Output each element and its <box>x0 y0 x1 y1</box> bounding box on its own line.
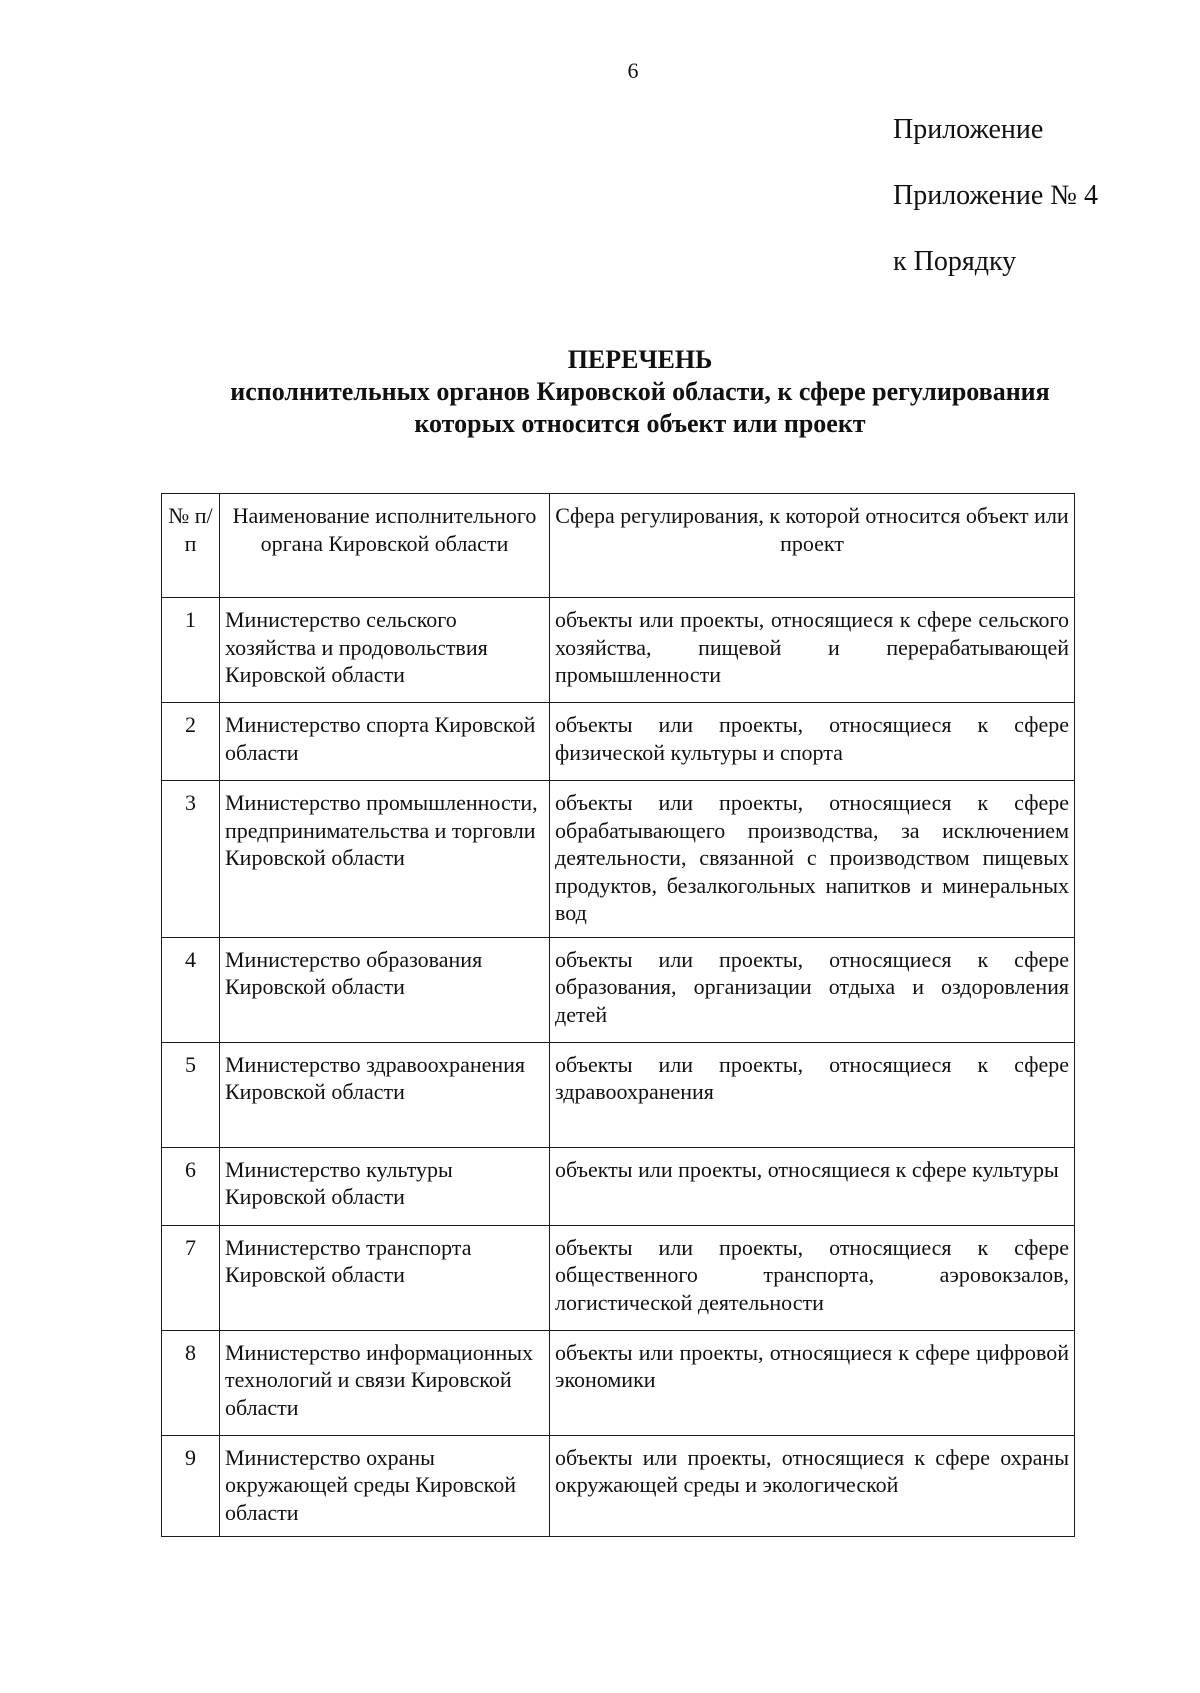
row-number: 7 <box>162 1225 220 1330</box>
row-number: 8 <box>162 1330 220 1435</box>
appendix-number: Приложение № 4 <box>893 180 1098 211</box>
title-line-3: которых относится объект или проект <box>414 409 866 438</box>
regulation-area: объекты или проекты, относящиеся к сфере культуры <box>550 1147 1075 1225</box>
authority-name: Министерство транспорта Кировской области <box>220 1225 550 1330</box>
table-header-row <box>162 494 1075 598</box>
authority-name: Министерство охраны окружающей среды Кировской области <box>220 1435 550 1537</box>
header-regulation-area: Сфера регулирования, к которой относится объект или проект <box>550 494 1075 598</box>
regulation-area: объекты или проекты, относящиеся к сфере общественного транспорта, аэровокзалов, логистической деятельности <box>550 1225 1075 1330</box>
row-number: 3 <box>162 781 220 938</box>
header-number: № п/п <box>162 494 220 598</box>
regulation-area: объекты или проекты, относящиеся к сфере сельского хозяйства, пищевой и перерабатывающей промышленности <box>550 598 1075 703</box>
table-row <box>162 1042 1075 1147</box>
authority-name: Министерство здравоохранения Кировской области <box>220 1042 550 1147</box>
authority-name: Министерство информационных технологий и связи Кировской области <box>220 1330 550 1435</box>
row-number: 6 <box>162 1147 220 1225</box>
table-row <box>162 703 1075 781</box>
regulation-area: объекты или проекты, относящиеся к сфере цифровой экономики <box>550 1330 1075 1435</box>
regulation-area: объекты или проекты, относящиеся к сфере физической культуры и спорта <box>550 703 1075 781</box>
table-row <box>162 1147 1075 1225</box>
appendix-reference: к Порядку <box>893 246 1017 277</box>
appendix-label: Приложение <box>893 114 1044 145</box>
authority-name: Министерство спорта Кировской области <box>220 703 550 781</box>
table-row <box>162 937 1075 1042</box>
authority-name: Министерство образования Кировской области <box>220 937 550 1042</box>
regulation-area: объекты или проекты, относящиеся к сфере охраны окружающей среды и экологической <box>550 1435 1075 1537</box>
table-row <box>162 1435 1075 1537</box>
row-number: 2 <box>162 703 220 781</box>
table-row <box>162 781 1075 938</box>
page-number: 6 <box>627 58 639 83</box>
title-heading: ПЕРЕЧЕНЬ <box>567 345 713 374</box>
table-row <box>162 1225 1075 1330</box>
title-line-2: исполнительных органов Кировской области, к сфере регулирования <box>230 377 1050 406</box>
row-number: 1 <box>162 598 220 703</box>
row-number: 5 <box>162 1042 220 1147</box>
header-authority-name: Наименование исполнительного органа Кировской области <box>220 494 550 598</box>
regulation-area: объекты или проекты, относящиеся к сфере здравоохранения <box>550 1042 1075 1147</box>
document-title <box>140 344 1140 440</box>
row-number: 4 <box>162 937 220 1042</box>
regulation-area: объекты или проекты, относящиеся к сфере образования, организации отдыха и оздоровления детей <box>550 937 1075 1042</box>
table-row <box>162 598 1075 703</box>
row-number: 9 <box>162 1435 220 1537</box>
authority-name: Министерство промышленности, предпринимательства и торговли Кировской области <box>220 781 550 938</box>
regulation-area: объекты или проекты, относящиеся к сфере обрабатывающего производства, за исключением деятельности, связанной с производством пищевых продуктов, безалкогольных напитков и минеральных вод <box>550 781 1075 938</box>
table-row <box>162 1330 1075 1435</box>
authorities-table <box>161 493 1075 1537</box>
authority-name: Министерство сельского хозяйства и продовольствия Кировской области <box>220 598 550 703</box>
authority-name: Министерство культуры Кировской области <box>220 1147 550 1225</box>
